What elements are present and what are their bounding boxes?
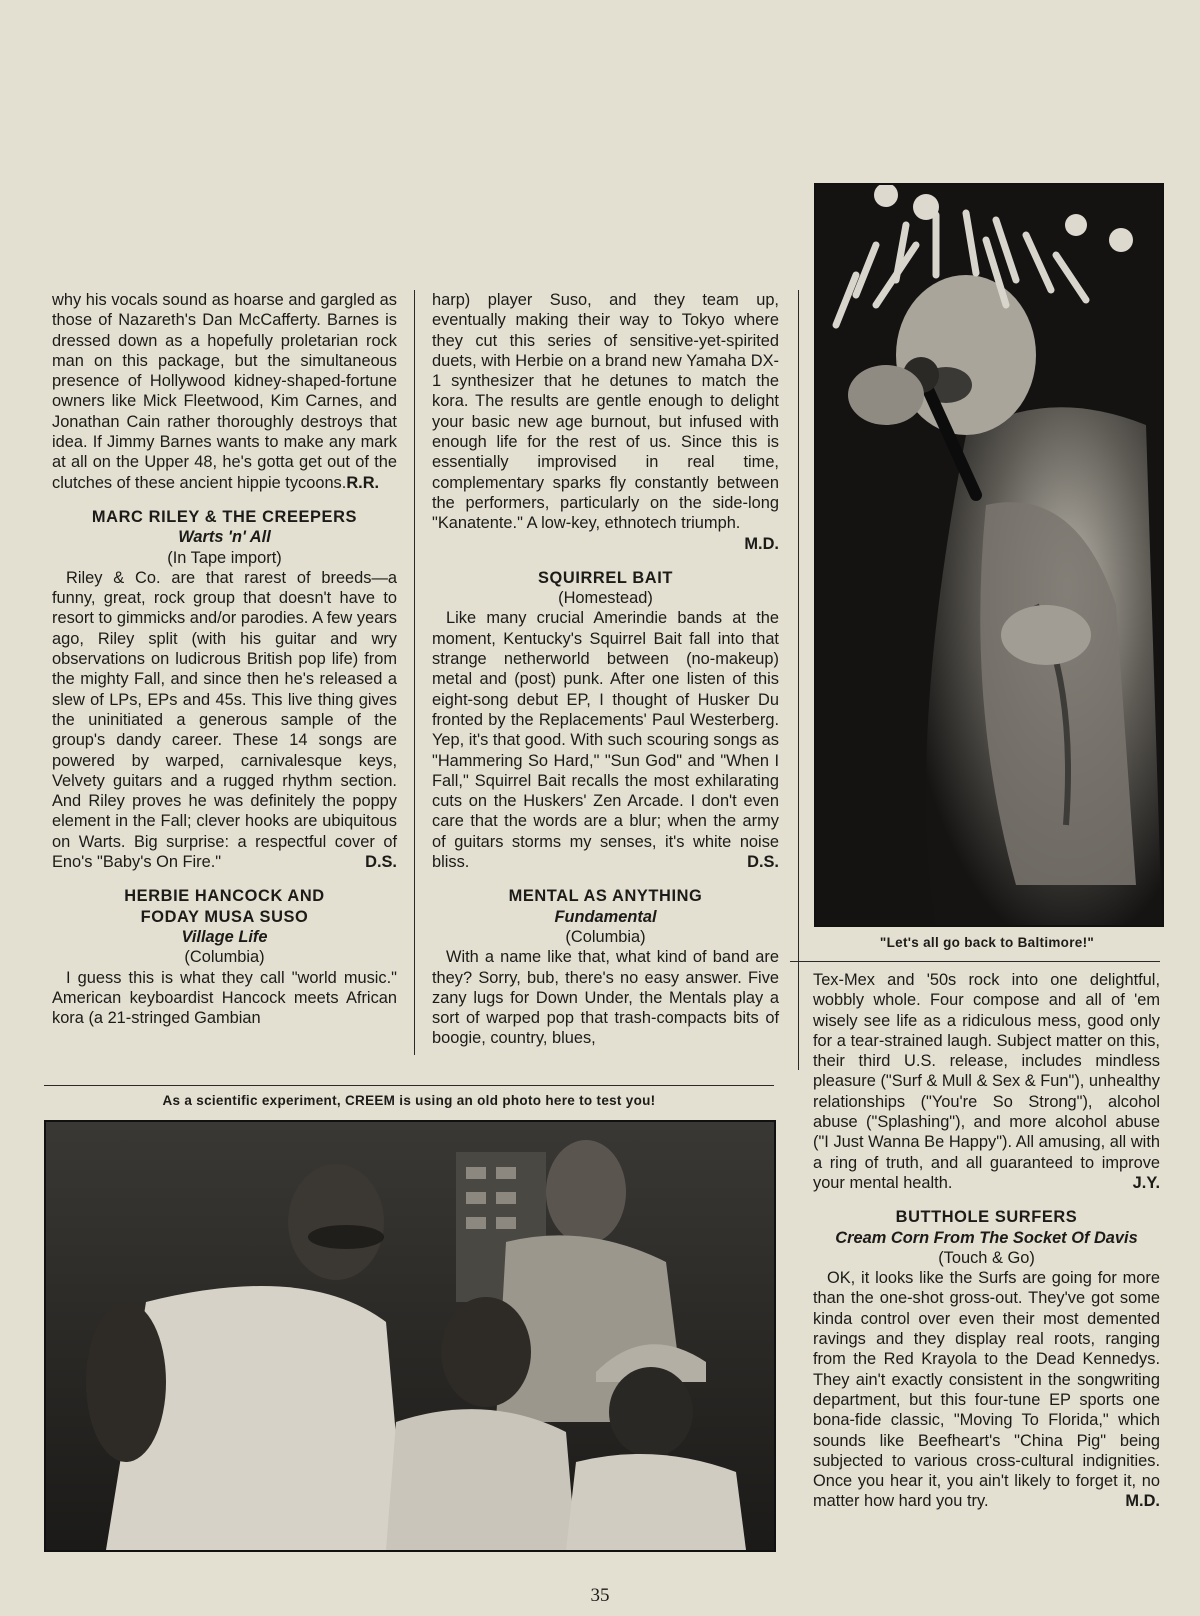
bottom-photo-caption: As a scientific experiment, CREEM is using an old photo here to test you! [162, 1093, 656, 1108]
review-artist-squirrel-bait: SQUIRREL BAIT [538, 568, 673, 587]
review-artist-herbie-hancock-line2: FODAY MUSA SUSO [140, 907, 309, 926]
review-title-fundamental: Fundamental [554, 907, 657, 926]
column-1 [52, 290, 397, 1028]
signature-md: M.D. [744, 534, 779, 553]
band-photo [44, 1120, 776, 1552]
review-artist-marc-riley: MARC RILEY & THE CREEPERS [91, 507, 358, 526]
concert-photo-image [816, 185, 1162, 925]
page-number: 35 [590, 1585, 610, 1606]
review-body-herbie-hancock: I guess this is what they call "world music." American keyboardist Hancock meets African kora (a 21-stringed Gambian [52, 968, 397, 1028]
column-1-intro-text: why his vocals sound as hoarse and gargled as those of Nazareth's Dan McCafferty. Barnes is dressed down as a hopefully proletarian rock man on this package, but the simultaneous presence of Hollywood kidney-shaped-fortune owners like Mick Fleetwood, Kim Carnes, and Jonathan Cain rather thoroughly destroys that idea. If Jimmy Barnes wants to make any mark at all on the Upper 48, he's gotta get out of the clutches of these ancient hippie tycoons. [52, 291, 397, 492]
review-title-village-life: Village Life [181, 927, 268, 946]
column-3-continued-text: Tex-Mex and '50s rock into one delightful, wobbly whole. Four compose and all of 'em wisely see life as a ridiculous mess, good only for a tear-strained laugh. Subject matter on this, their third U.S. release, includes mindless pleasure ("Surf & Mull & Sex & Fun"), unhealthy relationships ("You're So Strong"), alcohol abuse ("Splashing"), and more alcohol abuse ("I Just Wanna Be Happy"). All amusing, all with a ring of truth, and all guaranteed to improve your mental health. [813, 971, 1160, 1192]
column-3-rule [790, 961, 1160, 962]
review-label-touch-and-go: (Touch & Go) [938, 1248, 1035, 1267]
review-title-cream-corn: Cream Corn From The Socket Of Davis [835, 1228, 1138, 1247]
signature-ds: D.S. [365, 853, 397, 872]
review-label-columbia-2: (Columbia) [565, 927, 646, 946]
bottom-photo-rule [44, 1085, 774, 1086]
review-body-squirrel-bait: Like many crucial Amerindie bands at the moment, Kentucky's Squirrel Bait fall into that strange netherworld between (no-makeup) metal and (post) punk. After one listen of this eight-song debut EP, I thought of Husker Du fronted by the Replacements' Paul Westerberg. Yep, it's that good. With such scouring songs as "Hammering So Hard," "Sun God" and "When I Fall," Squirrel Bait recalls the most exhilarating cuts on the Huskers' Zen Arcade. I don't even care that the words are a blur; when the army of guitars storms my senses, it's white noise bliss. [432, 609, 779, 872]
review-title-warts-n-all: Warts 'n' All [178, 528, 271, 547]
review-label-columbia: (Columbia) [184, 948, 265, 967]
column-divider-2 [798, 290, 799, 1070]
column-2 [432, 290, 779, 1049]
review-label-homestead: (Homestead) [558, 589, 653, 608]
review-body-mental-as-anything: With a name like that, what kind of band are they? Sorry, bub, there's no easy answer. Five zany lugs for Down Under, the Mentals play a sort of warped pop that trash-compacts bits of boogie, country, blues, [432, 948, 779, 1048]
review-artist-mental-as-anything: MENTAL AS ANYTHING [508, 887, 703, 906]
review-label-in-tape: (In Tape import) [167, 548, 282, 567]
review-artist-herbie-hancock-line1: HERBIE HANCOCK AND [124, 887, 325, 906]
band-photo-image [46, 1122, 774, 1550]
column-divider-1 [414, 290, 415, 1055]
signature-jy: J.Y. [1132, 1173, 1160, 1192]
concert-photo-caption: "Let's all go back to Baltimore!" [879, 935, 1095, 950]
review-body-marc-riley: Riley & Co. are that rarest of breeds—a funny, great, rock group that doesn't have to resort to gimmicks and/or parodies. A few years ago, Riley split (with his guitar and wry observations on ludicrous British pop life) from the mighty Fall, and since then he's released a slew of LPs, EPs and 45s. This live thing gives the uninitiated a generous sample of the group's dandy career. These 14 songs are powered by warped, carnivalesque keys, Velvety guitars and a rugged rhythm section. And Riley proves he was definitely the poppy element in the Fall; clever hooks are ubiquitous on Warts. Big surprise: a respectful cover of Eno's "Baby's On Fire." [52, 568, 397, 872]
column-3 [813, 970, 1160, 1512]
review-artist-butthole-surfers: BUTTHOLE SURFERS [895, 1208, 1078, 1227]
concert-photo [814, 183, 1164, 927]
signature-ds-2: D.S. [747, 853, 779, 872]
review-body-butthole-surfers: OK, it looks like the Surfs are going for more than the one-shot gross-out. They've got some kinda control over even their most demented ravings and they display real roots, ranging from the Red Krayola to the Dead Kennedys. They ain't exactly consistent in the songwriting department, but this four-tune EP sports one bona-fide classic, "Moving To Florida," which sounds like Beefheart's "China Pig" being subjected to various cross-cultural indignities. Once you hear it, you ain't likely to forget it, no matter how hard you try. [813, 1269, 1160, 1511]
signature-md-2: M.D. [1125, 1492, 1160, 1511]
signature-rr: R.R. [346, 473, 380, 492]
column-2-continued-text: harp) player Suso, and they team up, eventually making their way to Tokyo where they cut this series of sensitive-yet-spirited duets, with Herbie on a brand new Yamaha DX-1 synthesizer that he detunes to match the kora. The results are gentle enough to delight your basic new age burnout, but infused with enough life for the rest of us. Since this is essentially improvised in real time, complementary sparks fly constantly between the performers, particularly on the side-long "Kanatente." A low-key, ethnotech triumph. [432, 291, 779, 533]
